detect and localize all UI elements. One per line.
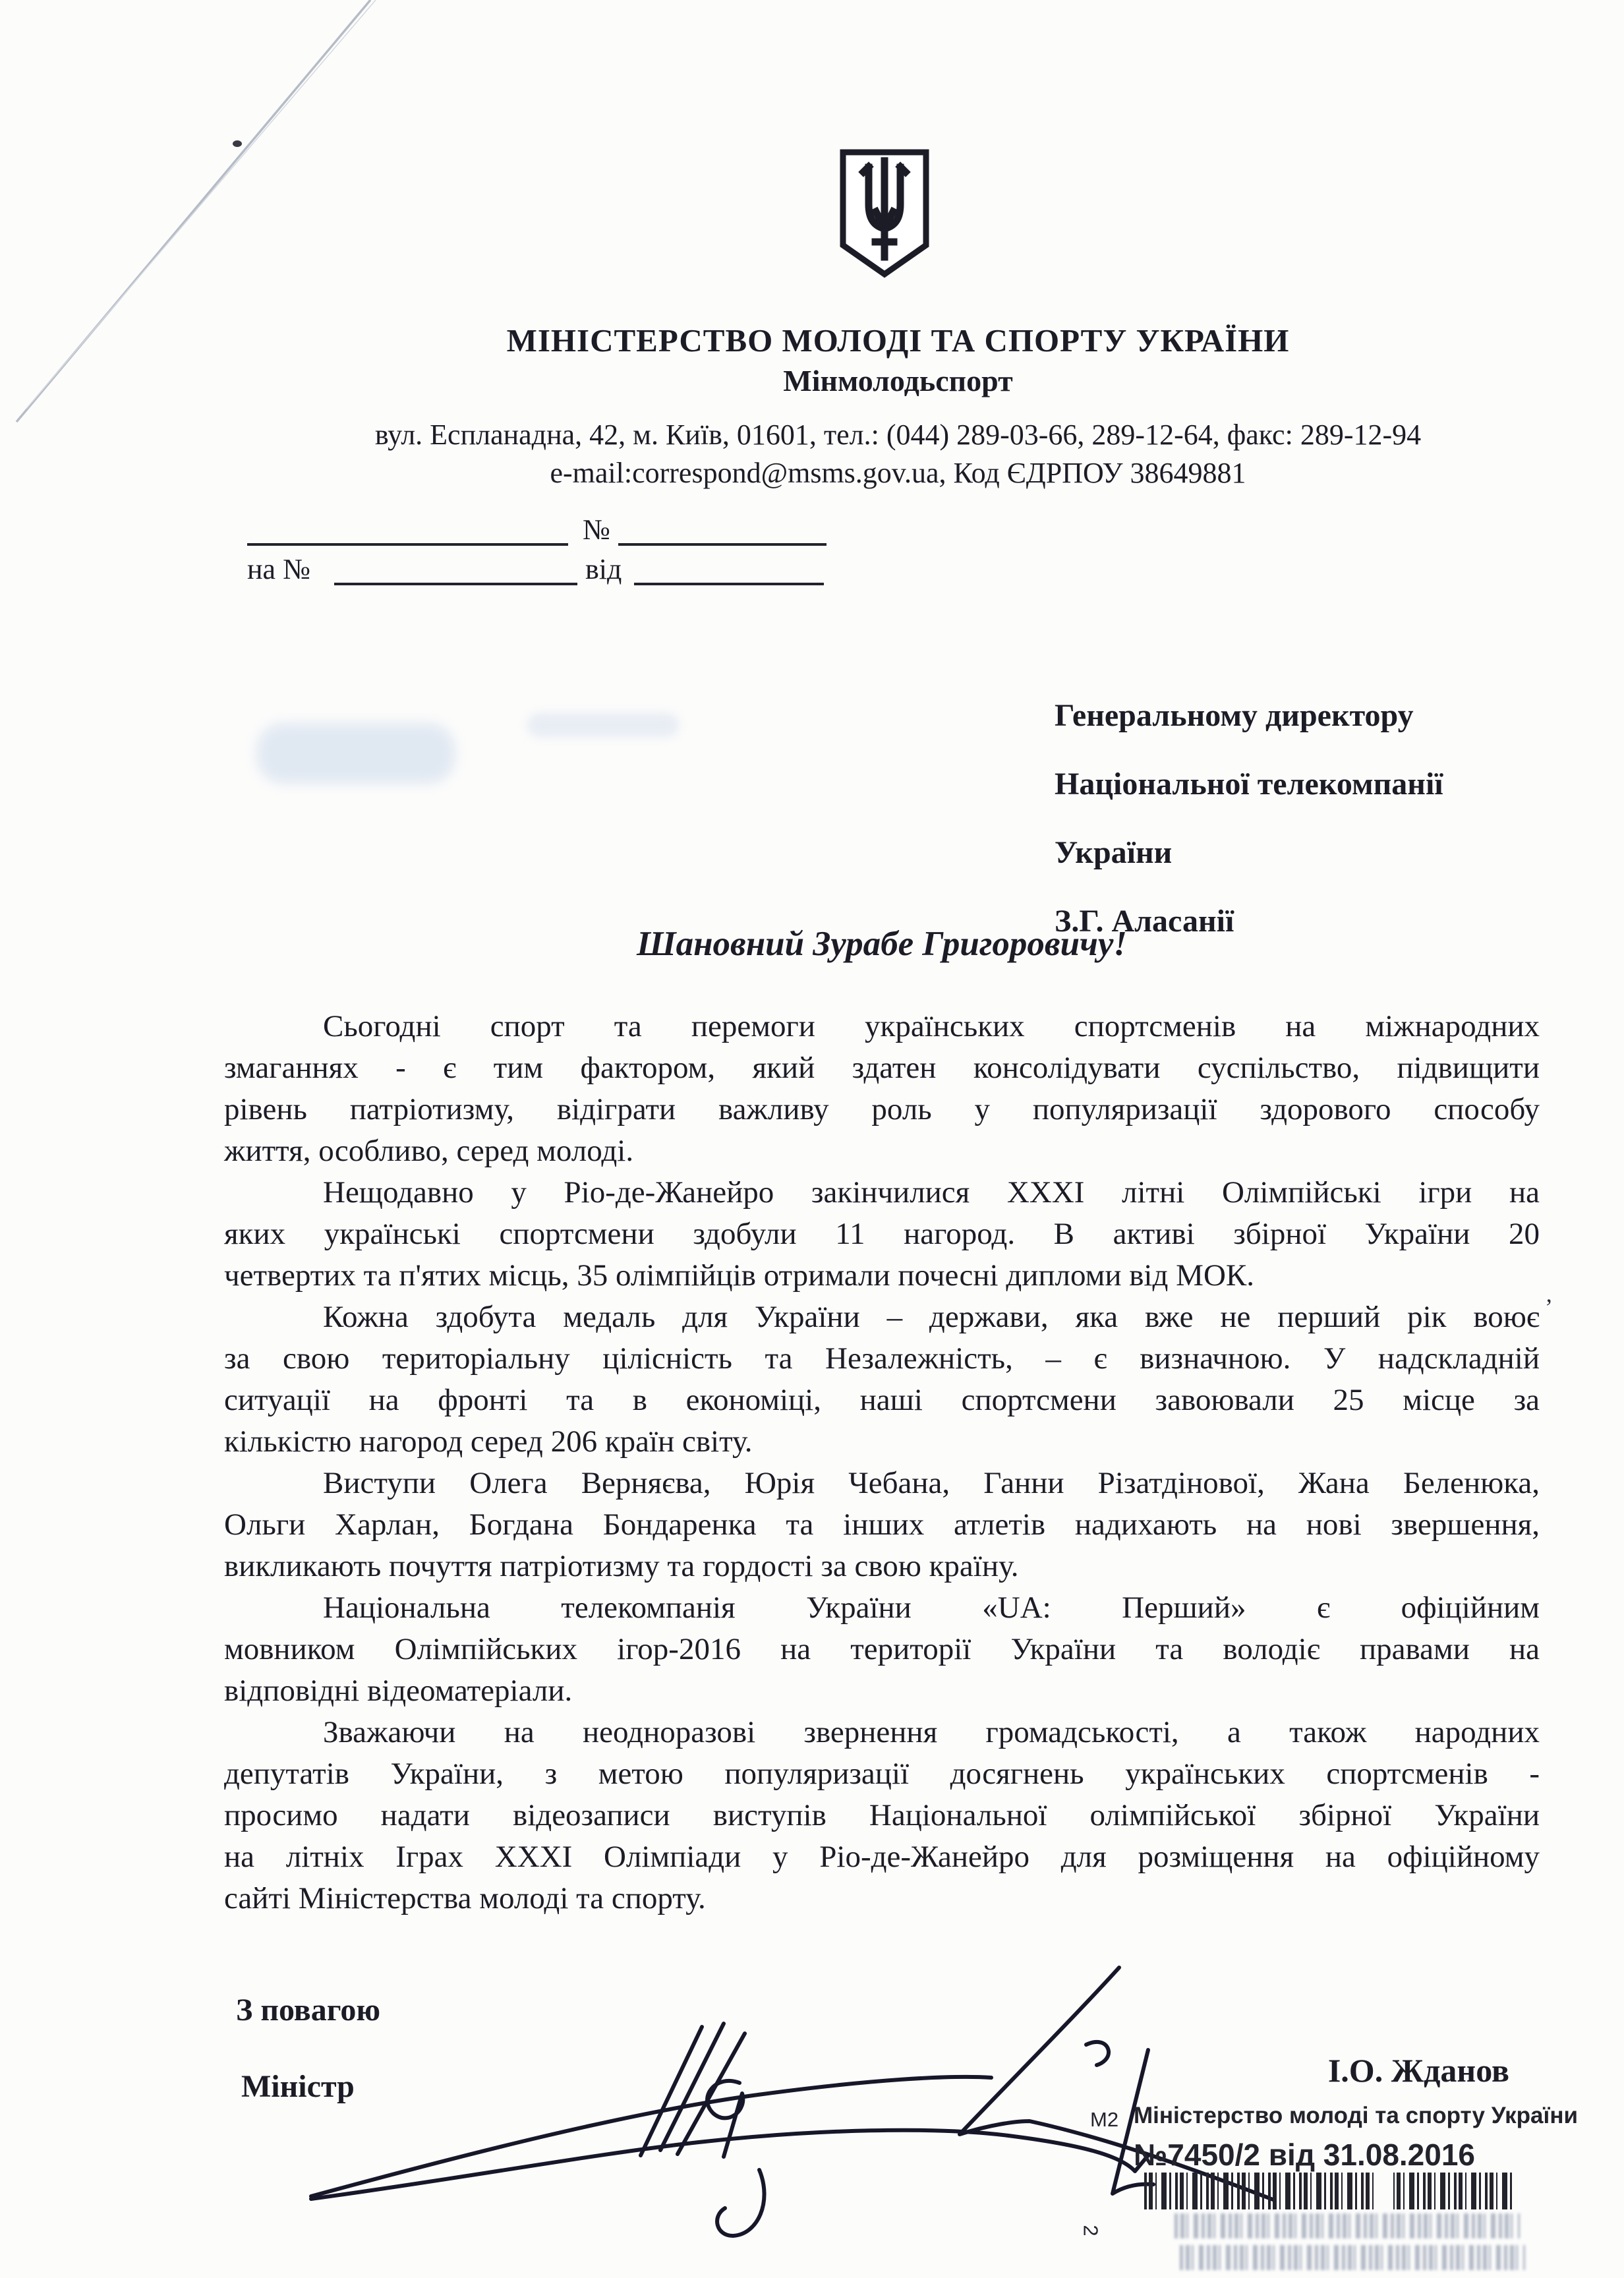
body-line: Зважаючи на неодноразові звернення громадськості, а також народних [323, 1715, 1540, 1749]
recipient-line: України [1055, 835, 1173, 870]
body-line: просимо надати відеозаписи виступів Національної олімпійської збірної України [224, 1798, 1540, 1832]
ref-on-no-label: на № [247, 553, 311, 585]
body-line: за свою територіальну цілісність та Незалежність, – є визначною. У надскладній [224, 1341, 1540, 1376]
signer-name: І.О. Жданов [1327, 2052, 1509, 2089]
ministry-address: вул. Еспланадна, 42, м. Київ, 01601, тел.: (044) 289-03-66, 289-12-64, факс: 289-12-94 [374, 419, 1422, 451]
body-line: Виступи Олега Верняєва, Юрія Чебана, Ганни Різатдінової, Жана Беленюка, [323, 1466, 1540, 1500]
ref-no-label: № [583, 513, 610, 546]
body-line: мовником Олімпійських ігор-2016 на території України та володіє правами на [224, 1632, 1540, 1666]
body-line: відповідні відеоматеріали. [224, 1674, 573, 1708]
ref-from-label: від [585, 553, 622, 585]
ministry-short-name: Мінмолодьспорт [783, 364, 1013, 397]
ministry-contact: e-mail:correspond@msms.gov.ua, Код ЄДРПОУ 38649881 [550, 457, 1246, 489]
stamp-side-digit: 2 [1079, 2225, 1103, 2236]
body-line: сайті Міністерства молоді та спорту. [224, 1881, 706, 1915]
closing-regards: З повагою [236, 1993, 380, 2028]
barcode-ghost [1180, 2245, 1525, 2270]
stamp-m2: М2 [1090, 2108, 1119, 2131]
body-line: Ольги Харлан, Богдана Бондаренка та інших атлетів надихають на нові звершення, [224, 1507, 1540, 1542]
body-line: ситуації на фронті та в економіці, наші спортсмени завоювали 25 місце за [224, 1383, 1540, 1417]
stamp-org-name: Міністерство молоді та спорту України [1134, 2103, 1578, 2128]
body-line: Кожна здобута медаль для України – держави, яка вже не перший рік воює [323, 1300, 1540, 1334]
body-line: рівень патріотизму, відіграти важливу роль у популяризації здорового способу [224, 1092, 1540, 1126]
body-line: яких українські спортсмени здобули 11 нагород. В активі збірної України 20 [224, 1217, 1540, 1251]
body-line: на літніх Іграх XXXI Олімпіади у Ріо-де-Жанейро для розміщення на офіційному [224, 1840, 1540, 1874]
recipient-line: Генеральному директору [1055, 698, 1414, 733]
stamp-reg-number: №7450/2 від 31.08.2016 [1134, 2138, 1476, 2172]
body-line: життя, особливо, серед молоді. [224, 1134, 634, 1168]
scan-speck: ’ [1545, 1294, 1553, 1320]
body-line: Національна телекомпанія України «UA: Перший» є офіційним [323, 1591, 1540, 1625]
closing-position: Міністр [241, 2069, 355, 2104]
recipient-line: З.Г. Аласанії [1055, 904, 1234, 939]
body-line: Сьогодні спорт та перемоги українських спортсменів на міжнародних [323, 1009, 1540, 1043]
ministry-name: МІНІСТЕРСТВО МОЛОДІ ТА СПОРТУ УКРАЇНИ [506, 322, 1290, 359]
body-line: депутатів України, з метою популяризації досягнень українських спортсменів - [224, 1757, 1540, 1791]
salutation: Шановний Зурабе Григоровичу! [636, 925, 1128, 963]
barcode-ghost [1174, 2213, 1520, 2238]
body-line: змаганнях - є тим фактором, який здатен консолідувати суспільство, підвищити [224, 1051, 1540, 1085]
barcode [1144, 2173, 1516, 2209]
body-line: викликають почуття патріотизму та гордості за свою країну. [224, 1549, 1019, 1583]
body-line: четвертих та п'ятих місць, 35 олімпійців отримали почесні дипломи від МОК. [224, 1258, 1254, 1293]
recipient-line: Національної телекомпанії [1055, 767, 1443, 802]
body-line: кількістю нагород серед 206 країн світу. [224, 1424, 753, 1459]
body-line: Нещодавно у Ріо-де-Жанейро закінчилися XXXI літні Олімпійські ігри на [323, 1175, 1540, 1210]
